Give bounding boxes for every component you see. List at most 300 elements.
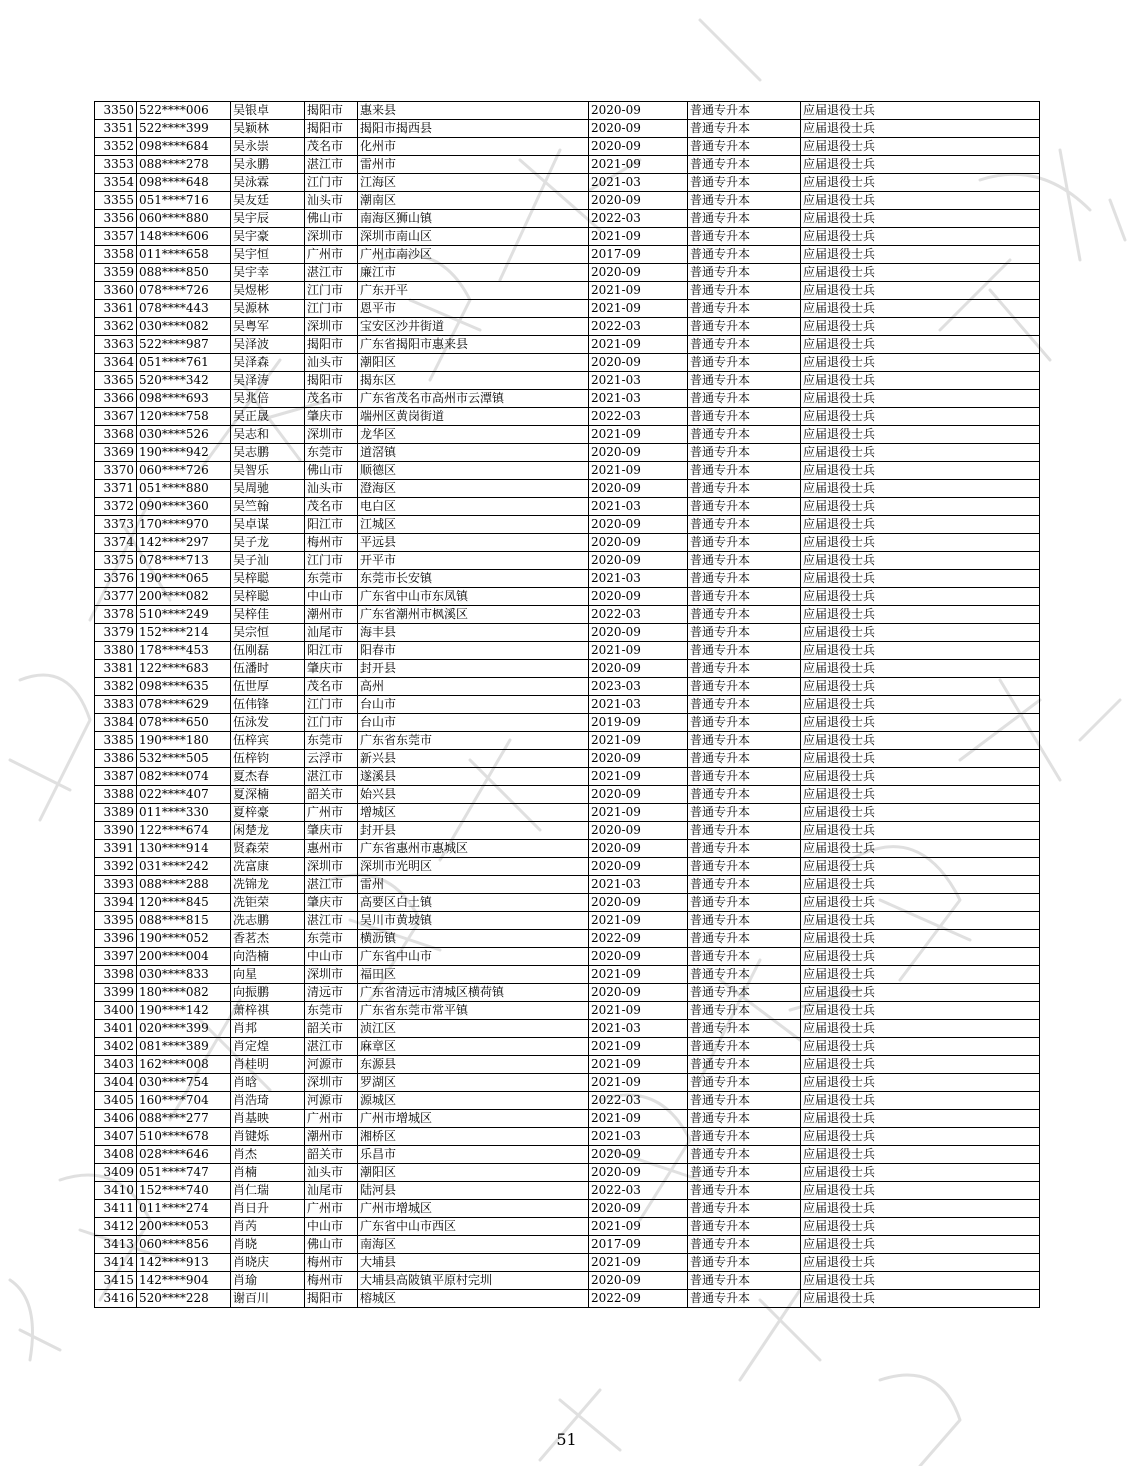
cell-serial-number: 3364 xyxy=(95,354,137,372)
cell-enroll-date: 2021-09 xyxy=(589,300,688,318)
table-row xyxy=(95,876,1040,894)
cell-enroll-date: 2021-09 xyxy=(589,1074,688,1092)
cell-address: 澄海区 xyxy=(358,480,589,498)
cell-address: 吴川市黄坡镇 xyxy=(358,912,589,930)
cell-category: 应届退役士兵 xyxy=(801,1254,1040,1272)
cell-program-type: 普通专升本 xyxy=(688,624,801,642)
cell-category: 应届退役士兵 xyxy=(801,336,1040,354)
table-row xyxy=(95,264,1040,282)
cell-category: 应届退役士兵 xyxy=(801,444,1040,462)
cell-category: 应届退役士兵 xyxy=(801,678,1040,696)
cell-city: 汕尾市 xyxy=(305,1182,358,1200)
cell-category: 应届退役士兵 xyxy=(801,696,1040,714)
cell-serial-number: 3412 xyxy=(95,1218,137,1236)
cell-city: 阳江市 xyxy=(305,516,358,534)
cell-program-type: 普通专升本 xyxy=(688,840,801,858)
cell-category: 应届退役士兵 xyxy=(801,102,1040,120)
cell-serial-number: 3413 xyxy=(95,1236,137,1254)
cell-name: 吴宗恒 xyxy=(231,624,305,642)
cell-category: 应届退役士兵 xyxy=(801,1092,1040,1110)
cell-id-number: 078****443 xyxy=(137,300,231,318)
cell-serial-number: 3376 xyxy=(95,570,137,588)
cell-city: 茂名市 xyxy=(305,390,358,408)
cell-city: 湛江市 xyxy=(305,156,358,174)
cell-name: 吴兆倍 xyxy=(231,390,305,408)
cell-serial-number: 3398 xyxy=(95,966,137,984)
cell-address: 横沥镇 xyxy=(358,930,589,948)
cell-city: 阳江市 xyxy=(305,642,358,660)
table-row xyxy=(95,642,1040,660)
table-row xyxy=(95,1074,1040,1092)
cell-category: 应届退役士兵 xyxy=(801,588,1040,606)
cell-name: 吴智乐 xyxy=(231,462,305,480)
cell-category: 应届退役士兵 xyxy=(801,264,1040,282)
cell-enroll-date: 2020-09 xyxy=(589,750,688,768)
cell-program-type: 普通专升本 xyxy=(688,984,801,1002)
cell-program-type: 普通专升本 xyxy=(688,894,801,912)
cell-enroll-date: 2021-09 xyxy=(589,768,688,786)
cell-address: 罗湖区 xyxy=(358,1074,589,1092)
cell-id-number: 200****053 xyxy=(137,1218,231,1236)
cell-category: 应届退役士兵 xyxy=(801,642,1040,660)
cell-enroll-date: 2021-09 xyxy=(589,336,688,354)
cell-serial-number: 3385 xyxy=(95,732,137,750)
cell-category: 应届退役士兵 xyxy=(801,1272,1040,1290)
cell-enroll-date: 2020-09 xyxy=(589,624,688,642)
cell-program-type: 普通专升本 xyxy=(688,642,801,660)
cell-name: 吴宇幸 xyxy=(231,264,305,282)
cell-program-type: 普通专升本 xyxy=(688,1146,801,1164)
cell-id-number: 142****904 xyxy=(137,1272,231,1290)
cell-address: 恩平市 xyxy=(358,300,589,318)
cell-city: 东莞市 xyxy=(305,570,358,588)
cell-serial-number: 3372 xyxy=(95,498,137,516)
cell-category: 应届退役士兵 xyxy=(801,1200,1040,1218)
cell-city: 汕头市 xyxy=(305,192,358,210)
cell-name: 吴宇恒 xyxy=(231,246,305,264)
cell-program-type: 普通专升本 xyxy=(688,300,801,318)
cell-city: 揭阳市 xyxy=(305,102,358,120)
cell-serial-number: 3391 xyxy=(95,840,137,858)
cell-address: 宝安区沙井街道 xyxy=(358,318,589,336)
cell-name: 肖邦 xyxy=(231,1020,305,1038)
table-row xyxy=(95,1236,1040,1254)
cell-city: 梅州市 xyxy=(305,1254,358,1272)
cell-id-number: 162****008 xyxy=(137,1056,231,1074)
cell-enroll-date: 2020-09 xyxy=(589,444,688,462)
cell-serial-number: 3382 xyxy=(95,678,137,696)
cell-program-type: 普通专升本 xyxy=(688,768,801,786)
cell-category: 应届退役士兵 xyxy=(801,948,1040,966)
cell-category: 应届退役士兵 xyxy=(801,1182,1040,1200)
cell-category: 应届退役士兵 xyxy=(801,210,1040,228)
cell-serial-number: 3390 xyxy=(95,822,137,840)
table-row xyxy=(95,1002,1040,1020)
cell-name: 吴子龙 xyxy=(231,534,305,552)
cell-name: 吴友廷 xyxy=(231,192,305,210)
cell-city: 广州市 xyxy=(305,246,358,264)
cell-serial-number: 3410 xyxy=(95,1182,137,1200)
table-row xyxy=(95,1056,1040,1074)
cell-id-number: 051****761 xyxy=(137,354,231,372)
cell-id-number: 088****850 xyxy=(137,264,231,282)
cell-name: 肖定煌 xyxy=(231,1038,305,1056)
cell-serial-number: 3395 xyxy=(95,912,137,930)
cell-enroll-date: 2021-09 xyxy=(589,462,688,480)
cell-name: 冼钜荣 xyxy=(231,894,305,912)
cell-program-type: 普通专升本 xyxy=(688,246,801,264)
cell-name: 伍梓钧 xyxy=(231,750,305,768)
cell-name: 吴宇辰 xyxy=(231,210,305,228)
cell-city: 河源市 xyxy=(305,1092,358,1110)
cell-name: 萧梓祺 xyxy=(231,1002,305,1020)
cell-address: 揭东区 xyxy=(358,372,589,390)
cell-program-type: 普通专升本 xyxy=(688,228,801,246)
cell-name: 吴源林 xyxy=(231,300,305,318)
cell-name: 冼锦龙 xyxy=(231,876,305,894)
table-row xyxy=(95,156,1040,174)
cell-city: 中山市 xyxy=(305,588,358,606)
cell-category: 应届退役士兵 xyxy=(801,768,1040,786)
cell-name: 吴粤军 xyxy=(231,318,305,336)
cell-program-type: 普通专升本 xyxy=(688,1272,801,1290)
cell-enroll-date: 2021-09 xyxy=(589,228,688,246)
cell-city: 汕头市 xyxy=(305,354,358,372)
cell-name: 伍泳发 xyxy=(231,714,305,732)
cell-city: 韶关市 xyxy=(305,1020,358,1038)
cell-enroll-date: 2022-03 xyxy=(589,1182,688,1200)
cell-enroll-date: 2021-09 xyxy=(589,642,688,660)
cell-address: 始兴县 xyxy=(358,786,589,804)
cell-address: 广东省东莞市 xyxy=(358,732,589,750)
cell-category: 应届退役士兵 xyxy=(801,1236,1040,1254)
cell-program-type: 普通专升本 xyxy=(688,1182,801,1200)
cell-name: 吴竺翰 xyxy=(231,498,305,516)
cell-enroll-date: 2020-09 xyxy=(589,1146,688,1164)
cell-category: 应届退役士兵 xyxy=(801,624,1040,642)
cell-category: 应届退役士兵 xyxy=(801,174,1040,192)
cell-city: 江门市 xyxy=(305,714,358,732)
cell-city: 东莞市 xyxy=(305,1002,358,1020)
cell-id-number: 190****065 xyxy=(137,570,231,588)
table-row xyxy=(95,930,1040,948)
table-row xyxy=(95,804,1040,822)
cell-category: 应届退役士兵 xyxy=(801,786,1040,804)
cell-city: 深圳市 xyxy=(305,858,358,876)
cell-address: 广州市增城区 xyxy=(358,1110,589,1128)
cell-enroll-date: 2020-09 xyxy=(589,894,688,912)
cell-address: 湘桥区 xyxy=(358,1128,589,1146)
cell-id-number: 030****754 xyxy=(137,1074,231,1092)
cell-name: 夏深楠 xyxy=(231,786,305,804)
cell-category: 应届退役士兵 xyxy=(801,1218,1040,1236)
cell-category: 应届退役士兵 xyxy=(801,1002,1040,1020)
cell-address: 江海区 xyxy=(358,174,589,192)
cell-name: 吴宇豪 xyxy=(231,228,305,246)
table-row xyxy=(95,390,1040,408)
cell-enroll-date: 2020-09 xyxy=(589,984,688,1002)
cell-city: 韶关市 xyxy=(305,786,358,804)
cell-serial-number: 3402 xyxy=(95,1038,137,1056)
cell-id-number: 078****629 xyxy=(137,696,231,714)
cell-id-number: 020****399 xyxy=(137,1020,231,1038)
cell-id-number: 011****330 xyxy=(137,804,231,822)
cell-category: 应届退役士兵 xyxy=(801,714,1040,732)
cell-serial-number: 3401 xyxy=(95,1020,137,1038)
cell-enroll-date: 2020-09 xyxy=(589,264,688,282)
cell-category: 应届退役士兵 xyxy=(801,138,1040,156)
cell-enroll-date: 2020-09 xyxy=(589,588,688,606)
cell-enroll-date: 2021-03 xyxy=(589,390,688,408)
table-row xyxy=(95,732,1040,750)
cell-program-type: 普通专升本 xyxy=(688,282,801,300)
cell-enroll-date: 2020-09 xyxy=(589,480,688,498)
cell-city: 江门市 xyxy=(305,552,358,570)
cell-name: 肖楠 xyxy=(231,1164,305,1182)
cell-name: 吴泽森 xyxy=(231,354,305,372)
table-row xyxy=(95,1200,1040,1218)
cell-serial-number: 3378 xyxy=(95,606,137,624)
cell-program-type: 普通专升本 xyxy=(688,678,801,696)
cell-serial-number: 3406 xyxy=(95,1110,137,1128)
cell-name: 吴泽涛 xyxy=(231,372,305,390)
cell-category: 应届退役士兵 xyxy=(801,930,1040,948)
cell-name: 伍刚磊 xyxy=(231,642,305,660)
cell-id-number: 088****815 xyxy=(137,912,231,930)
cell-category: 应届退役士兵 xyxy=(801,660,1040,678)
cell-city: 中山市 xyxy=(305,1218,358,1236)
cell-category: 应届退役士兵 xyxy=(801,372,1040,390)
cell-serial-number: 3359 xyxy=(95,264,137,282)
cell-program-type: 普通专升本 xyxy=(688,1164,801,1182)
cell-serial-number: 3399 xyxy=(95,984,137,1002)
cell-name: 吴颖林 xyxy=(231,120,305,138)
cell-enroll-date: 2020-09 xyxy=(589,354,688,372)
cell-serial-number: 3371 xyxy=(95,480,137,498)
cell-program-type: 普通专升本 xyxy=(688,444,801,462)
cell-category: 应届退役士兵 xyxy=(801,390,1040,408)
cell-program-type: 普通专升本 xyxy=(688,1020,801,1038)
cell-serial-number: 3375 xyxy=(95,552,137,570)
cell-city: 深圳市 xyxy=(305,966,358,984)
table-row xyxy=(95,948,1040,966)
cell-category: 应届退役士兵 xyxy=(801,1074,1040,1092)
cell-city: 惠州市 xyxy=(305,840,358,858)
cell-program-type: 普通专升本 xyxy=(688,948,801,966)
table-row xyxy=(95,1020,1040,1038)
cell-name: 香茗杰 xyxy=(231,930,305,948)
cell-id-number: 170****970 xyxy=(137,516,231,534)
cell-city: 潮州市 xyxy=(305,606,358,624)
table-row xyxy=(95,894,1040,912)
cell-category: 应届退役士兵 xyxy=(801,552,1040,570)
cell-city: 韶关市 xyxy=(305,1146,358,1164)
cell-address: 广东省中山市东凤镇 xyxy=(358,588,589,606)
cell-enroll-date: 2019-09 xyxy=(589,714,688,732)
cell-address: 遂溪县 xyxy=(358,768,589,786)
cell-name: 吴卓谋 xyxy=(231,516,305,534)
cell-city: 揭阳市 xyxy=(305,372,358,390)
cell-program-type: 普通专升本 xyxy=(688,264,801,282)
cell-address: 电白区 xyxy=(358,498,589,516)
cell-enroll-date: 2021-09 xyxy=(589,1002,688,1020)
table-row xyxy=(95,534,1040,552)
cell-address: 广东省潮州市枫溪区 xyxy=(358,606,589,624)
cell-enroll-date: 2020-09 xyxy=(589,102,688,120)
cell-program-type: 普通专升本 xyxy=(688,1038,801,1056)
cell-city: 梅州市 xyxy=(305,534,358,552)
table-row xyxy=(95,678,1040,696)
cell-serial-number: 3408 xyxy=(95,1146,137,1164)
cell-enroll-date: 2022-03 xyxy=(589,318,688,336)
cell-program-type: 普通专升本 xyxy=(688,390,801,408)
cell-id-number: 030****082 xyxy=(137,318,231,336)
cell-address: 大埔县高陂镇平原村完圳 xyxy=(358,1272,589,1290)
cell-name: 吴正晟 xyxy=(231,408,305,426)
cell-enroll-date: 2020-09 xyxy=(589,534,688,552)
cell-address: 东莞市长安镇 xyxy=(358,570,589,588)
cell-name: 冼志鹏 xyxy=(231,912,305,930)
cell-program-type: 普通专升本 xyxy=(688,318,801,336)
cell-category: 应届退役士兵 xyxy=(801,894,1040,912)
cell-id-number: 520****342 xyxy=(137,372,231,390)
cell-enroll-date: 2021-09 xyxy=(589,966,688,984)
cell-program-type: 普通专升本 xyxy=(688,570,801,588)
cell-serial-number: 3369 xyxy=(95,444,137,462)
cell-category: 应届退役士兵 xyxy=(801,300,1040,318)
cell-serial-number: 3405 xyxy=(95,1092,137,1110)
cell-category: 应届退役士兵 xyxy=(801,804,1040,822)
cell-id-number: 522****987 xyxy=(137,336,231,354)
cell-serial-number: 3415 xyxy=(95,1272,137,1290)
table-row xyxy=(95,1038,1040,1056)
cell-serial-number: 3381 xyxy=(95,660,137,678)
cell-program-type: 普通专升本 xyxy=(688,1290,801,1308)
cell-program-type: 普通专升本 xyxy=(688,1056,801,1074)
cell-id-number: 122****683 xyxy=(137,660,231,678)
cell-id-number: 522****006 xyxy=(137,102,231,120)
cell-program-type: 普通专升本 xyxy=(688,372,801,390)
table-row xyxy=(95,606,1040,624)
cell-address: 潮阳区 xyxy=(358,354,589,372)
cell-city: 湛江市 xyxy=(305,1038,358,1056)
cell-enroll-date: 2021-03 xyxy=(589,876,688,894)
cell-id-number: 088****277 xyxy=(137,1110,231,1128)
cell-name: 夏梓豪 xyxy=(231,804,305,822)
cell-name: 肖桂明 xyxy=(231,1056,305,1074)
cell-serial-number: 3377 xyxy=(95,588,137,606)
cell-category: 应届退役士兵 xyxy=(801,732,1040,750)
cell-city: 湛江市 xyxy=(305,912,358,930)
cell-id-number: 190****142 xyxy=(137,1002,231,1020)
cell-address: 福田区 xyxy=(358,966,589,984)
cell-serial-number: 3397 xyxy=(95,948,137,966)
cell-id-number: 152****214 xyxy=(137,624,231,642)
cell-city: 梅州市 xyxy=(305,1272,358,1290)
table-row xyxy=(95,1146,1040,1164)
table-row xyxy=(95,210,1040,228)
cell-address: 广东省茂名市高州市云潭镇 xyxy=(358,390,589,408)
cell-category: 应届退役士兵 xyxy=(801,1146,1040,1164)
cell-name: 吴子汕 xyxy=(231,552,305,570)
cell-enroll-date: 2021-09 xyxy=(589,804,688,822)
cell-enroll-date: 2021-03 xyxy=(589,1128,688,1146)
table-row xyxy=(95,768,1040,786)
cell-program-type: 普通专升本 xyxy=(688,1092,801,1110)
cell-category: 应届退役士兵 xyxy=(801,1128,1040,1146)
cell-serial-number: 3404 xyxy=(95,1074,137,1092)
cell-id-number: 098****635 xyxy=(137,678,231,696)
cell-program-type: 普通专升本 xyxy=(688,120,801,138)
cell-city: 深圳市 xyxy=(305,318,358,336)
cell-city: 广州市 xyxy=(305,804,358,822)
cell-program-type: 普通专升本 xyxy=(688,174,801,192)
cell-serial-number: 3416 xyxy=(95,1290,137,1308)
cell-name: 贤森荣 xyxy=(231,840,305,858)
cell-program-type: 普通专升本 xyxy=(688,192,801,210)
cell-city: 江门市 xyxy=(305,174,358,192)
cell-enroll-date: 2020-09 xyxy=(589,1200,688,1218)
cell-id-number: 022****407 xyxy=(137,786,231,804)
cell-id-number: 028****646 xyxy=(137,1146,231,1164)
table-row xyxy=(95,300,1040,318)
cell-enroll-date: 2020-09 xyxy=(589,120,688,138)
table-row xyxy=(95,624,1040,642)
cell-name: 吴泽波 xyxy=(231,336,305,354)
cell-enroll-date: 2021-03 xyxy=(589,372,688,390)
cell-enroll-date: 2020-09 xyxy=(589,1164,688,1182)
cell-category: 应届退役士兵 xyxy=(801,228,1040,246)
cell-address: 源城区 xyxy=(358,1092,589,1110)
cell-name: 肖晓庆 xyxy=(231,1254,305,1272)
cell-city: 揭阳市 xyxy=(305,120,358,138)
cell-address: 开平市 xyxy=(358,552,589,570)
cell-program-type: 普通专升本 xyxy=(688,858,801,876)
cell-address: 南海区狮山镇 xyxy=(358,210,589,228)
cell-enroll-date: 2022-09 xyxy=(589,930,688,948)
cell-program-type: 普通专升本 xyxy=(688,426,801,444)
cell-id-number: 078****650 xyxy=(137,714,231,732)
table-row xyxy=(95,102,1040,120)
table-row xyxy=(95,336,1040,354)
cell-enroll-date: 2022-03 xyxy=(589,606,688,624)
table-row xyxy=(95,1272,1040,1290)
cell-address: 台山市 xyxy=(358,696,589,714)
cell-category: 应届退役士兵 xyxy=(801,408,1040,426)
cell-address: 封开县 xyxy=(358,660,589,678)
table-row xyxy=(95,516,1040,534)
cell-name: 闲楚龙 xyxy=(231,822,305,840)
cell-address: 江城区 xyxy=(358,516,589,534)
cell-category: 应届退役士兵 xyxy=(801,750,1040,768)
table-row xyxy=(95,1254,1040,1272)
cell-category: 应届退役士兵 xyxy=(801,966,1040,984)
cell-city: 中山市 xyxy=(305,948,358,966)
cell-id-number: 031****242 xyxy=(137,858,231,876)
cell-name: 肖晓 xyxy=(231,1236,305,1254)
cell-address: 陆河县 xyxy=(358,1182,589,1200)
cell-enroll-date: 2017-09 xyxy=(589,246,688,264)
cell-serial-number: 3363 xyxy=(95,336,137,354)
cell-enroll-date: 2021-03 xyxy=(589,174,688,192)
cell-program-type: 普通专升本 xyxy=(688,336,801,354)
cell-serial-number: 3360 xyxy=(95,282,137,300)
table-row xyxy=(95,174,1040,192)
cell-serial-number: 3392 xyxy=(95,858,137,876)
cell-serial-number: 3350 xyxy=(95,102,137,120)
cell-program-type: 普通专升本 xyxy=(688,606,801,624)
cell-category: 应届退役士兵 xyxy=(801,1020,1040,1038)
